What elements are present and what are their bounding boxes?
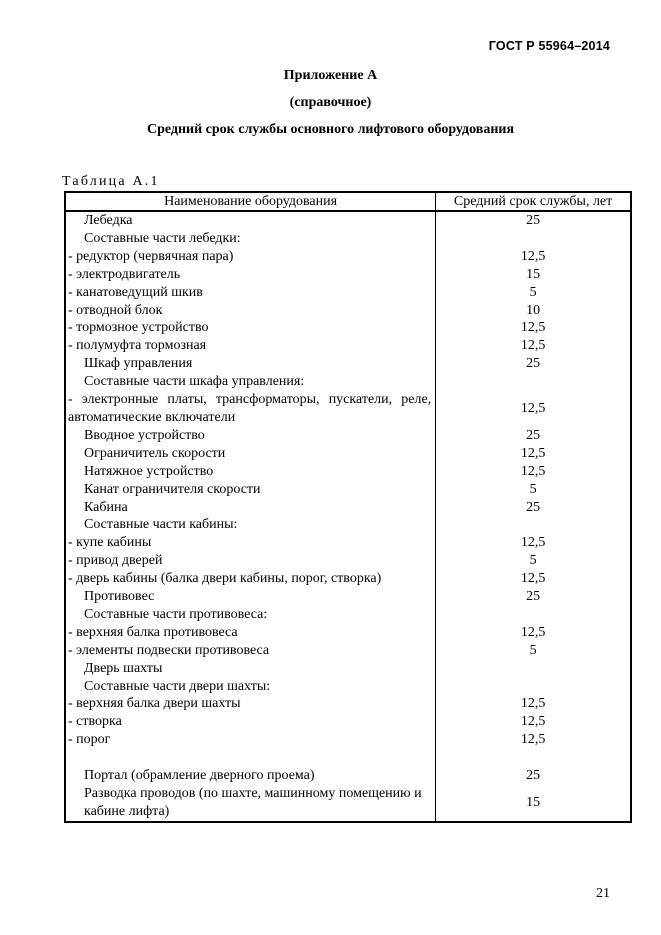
equipment-name-cell: Составные части двери шахты: [84, 678, 271, 694]
service-life-cell: 12,5 [436, 391, 631, 427]
table-row [65, 678, 631, 696]
service-life-cell: 25 [436, 355, 631, 373]
table-row [65, 749, 631, 767]
column-header-life: Средний срок службы, лет [436, 192, 631, 211]
table-row [65, 534, 631, 552]
equipment-name-cell: Составные части шкафа управления: [84, 374, 305, 390]
table-row [65, 660, 631, 678]
equipment-name-cell: - полумуфта тормозная [68, 338, 207, 354]
service-life-cell [436, 678, 631, 696]
table-row [65, 499, 631, 517]
table-row [65, 391, 631, 427]
equipment-name-cell: - верхняя балка противовеса [68, 624, 238, 640]
appendix-status: (справочное) [289, 95, 372, 110]
equipment-name-cell: - канатоведущий шкив [68, 284, 203, 300]
table-row [65, 284, 631, 302]
table-row [65, 588, 631, 606]
equipment-name-cell: - электронные платы, трансформаторы, пускатели, реле, автоматические включатели [68, 392, 432, 425]
table-row [65, 427, 631, 445]
table-row [65, 785, 631, 822]
table-header-row [65, 192, 631, 211]
equipment-name-cell: - привод дверей [68, 553, 163, 569]
service-life-cell: 5 [436, 552, 631, 570]
service-life-cell: 12,5 [436, 695, 631, 713]
service-life-cell [436, 516, 631, 534]
service-life-cell [436, 606, 631, 624]
equipment-name-cell: - электродвигатель [68, 266, 181, 282]
service-life-cell: 25 [436, 427, 631, 445]
table-row [65, 373, 631, 391]
table-row [65, 570, 631, 588]
service-life-cell: 12,5 [436, 570, 631, 588]
standard-number: ГОСТ Р 55964–2014 [488, 39, 610, 53]
service-life-cell: 5 [436, 642, 631, 660]
service-life-cell: 12,5 [436, 248, 631, 266]
table-row [65, 481, 631, 499]
table-row [65, 266, 631, 284]
equipment-name-cell: Разводка проводов (по шахте, машинному помещению и кабине лифта) [84, 786, 422, 819]
table-row [65, 230, 631, 248]
equipment-name-cell: Противовес [84, 589, 155, 605]
equipment-name-cell: Дверь шахты [84, 660, 163, 676]
service-life-cell: 25 [436, 767, 631, 785]
service-life-cell: 5 [436, 284, 631, 302]
equipment-name-cell: Натяжное устройство [84, 463, 214, 479]
table-row [65, 463, 631, 481]
service-life-cell: 25 [436, 588, 631, 606]
column-header-name: Наименование оборудования [65, 192, 436, 211]
equipment-name-cell: - створка [68, 714, 122, 730]
service-life-cell [436, 230, 631, 248]
service-life-cell [436, 373, 631, 391]
equipment-name-cell: Лебедка [84, 213, 133, 228]
equipment-name-cell: - редуктор (червячная пара) [68, 248, 234, 264]
appendix-title: Приложение А [283, 68, 378, 83]
table-row [65, 319, 631, 337]
table-row [65, 767, 631, 785]
table-row [65, 552, 631, 570]
equipment-name-cell: - элементы подвески противовеса [68, 642, 270, 658]
service-life-cell: 10 [436, 302, 631, 320]
table-row [65, 302, 631, 320]
equipment-name-cell: - купе кабины [68, 535, 152, 551]
service-life-cell: 12,5 [436, 534, 631, 552]
page-number: 21 [596, 886, 610, 901]
table-row [65, 211, 631, 230]
equipment-name-cell: Ограничитель скорости [84, 445, 226, 461]
service-life-cell: 12,5 [436, 731, 631, 749]
table-row [65, 624, 631, 642]
table-row [65, 445, 631, 463]
equipment-lifetime-table [64, 191, 632, 823]
table-body [65, 211, 631, 822]
equipment-name-cell: Составные части кабины: [84, 517, 238, 533]
service-life-cell: 25 [436, 499, 631, 517]
service-life-cell [436, 749, 631, 767]
table-row [65, 713, 631, 731]
equipment-name-cell: Канат ограничителя скорости [84, 481, 261, 497]
table-row [65, 516, 631, 534]
equipment-name-cell: Портал (обрамление дверного проема) [84, 768, 315, 784]
service-life-cell: 12,5 [436, 624, 631, 642]
service-life-cell: 5 [436, 481, 631, 499]
service-life-cell: 15 [436, 785, 631, 822]
equipment-name-cell: - порог [68, 732, 111, 748]
table-row [65, 695, 631, 713]
service-life-cell: 12,5 [436, 713, 631, 731]
service-life-cell: 12,5 [436, 463, 631, 481]
table-row [65, 337, 631, 355]
equipment-name-cell: Кабина [84, 499, 128, 515]
equipment-name-cell [65, 749, 436, 767]
equipment-name-cell: Шкаф управления [84, 356, 193, 372]
service-life-cell [436, 660, 631, 678]
table-row [65, 606, 631, 624]
service-life-cell: 12,5 [436, 337, 631, 355]
service-life-cell: 12,5 [436, 319, 631, 337]
table-row [65, 248, 631, 266]
equipment-name-cell: Вводное устройство [84, 427, 205, 443]
equipment-name-cell: - тормозное устройство [68, 320, 209, 336]
appendix-subtitle: Средний срок службы основного лифтового оборудования [146, 122, 515, 137]
equipment-name-cell: Составные части противовеса: [84, 606, 268, 622]
equipment-name-cell: - дверь кабины (балка двери кабины, порог, створка) [68, 571, 382, 587]
equipment-name-cell: Составные части лебедки: [84, 230, 241, 246]
service-life-cell: 15 [436, 266, 631, 284]
equipment-name-cell: - верхняя балка двери шахты [68, 696, 241, 712]
service-life-cell: 12,5 [436, 445, 631, 463]
table-caption: Таблица А.1 [62, 174, 160, 189]
table-row [65, 731, 631, 749]
table-row [65, 355, 631, 373]
service-life-cell: 25 [436, 211, 631, 230]
equipment-name-cell: - отводной блок [68, 302, 163, 318]
table-row [65, 642, 631, 660]
